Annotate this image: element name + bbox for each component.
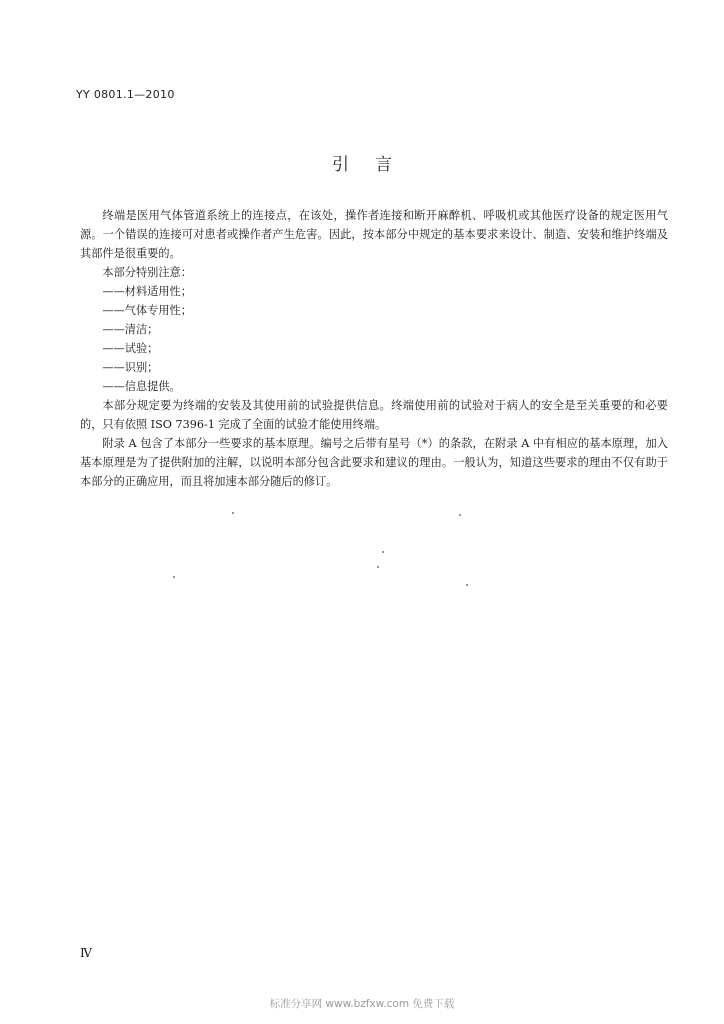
paragraph-1: 终端是医用气体管道系统上的连接点，在该处，操作者连接和断开麻醉机、呼吸机或其他医疗设备的规定医用气源。一个错误的连接可对患者或操作者产生危害。因此，按本部分中规定的基本要求来设计、制造、安装和维护终端及其部件是很重要的。	[80, 209, 668, 260]
list-item-3: ——清洁；	[102, 323, 159, 336]
introduction-body	[80, 206, 668, 491]
scan-speck	[377, 566, 379, 568]
list-item-5: ——识别；	[102, 361, 159, 374]
list-item-6: ——信息提供。	[102, 380, 181, 393]
list-item-2: ——气体专用性；	[102, 304, 192, 317]
list-item-1: ——材料适用性；	[102, 285, 192, 298]
scan-speck	[232, 512, 234, 514]
paragraph-3: 本部分规定要为终端的安装及其使用前的试验提供信息。终端使用前的试验对于病人的安全是至关重要的和必要的，只有依照 ISO 7396-1 完成了全面的试验才能使用终端。	[80, 399, 668, 431]
section-title: 引言	[332, 155, 418, 175]
scan-speck	[173, 576, 175, 578]
list-item-4: ——试验；	[102, 342, 159, 355]
paragraph-4: 附录 A 包含了本部分一些要求的基本原理。编号之后带有星号（*）的条款，在附录 A 中有相应的基本原理，加入基本原理是为了提供附加的注解，以说明本部分包含此要求和建议的理由。一般认为，知道这些要求的理由不仅有助于本部分的正确应用，而且将加速本部分随后的修订。	[80, 437, 668, 488]
watermark-footer: 标准分享网 www.bzfxw.com 免费下载	[269, 998, 455, 1010]
scan-speck	[466, 584, 468, 586]
scan-speck	[382, 551, 384, 553]
page-number: Ⅳ	[80, 946, 92, 960]
standard-code: YY 0801.1—2010	[76, 88, 175, 101]
paragraph-2: 本部分特别注意：	[102, 266, 192, 279]
scan-speck	[459, 514, 461, 516]
